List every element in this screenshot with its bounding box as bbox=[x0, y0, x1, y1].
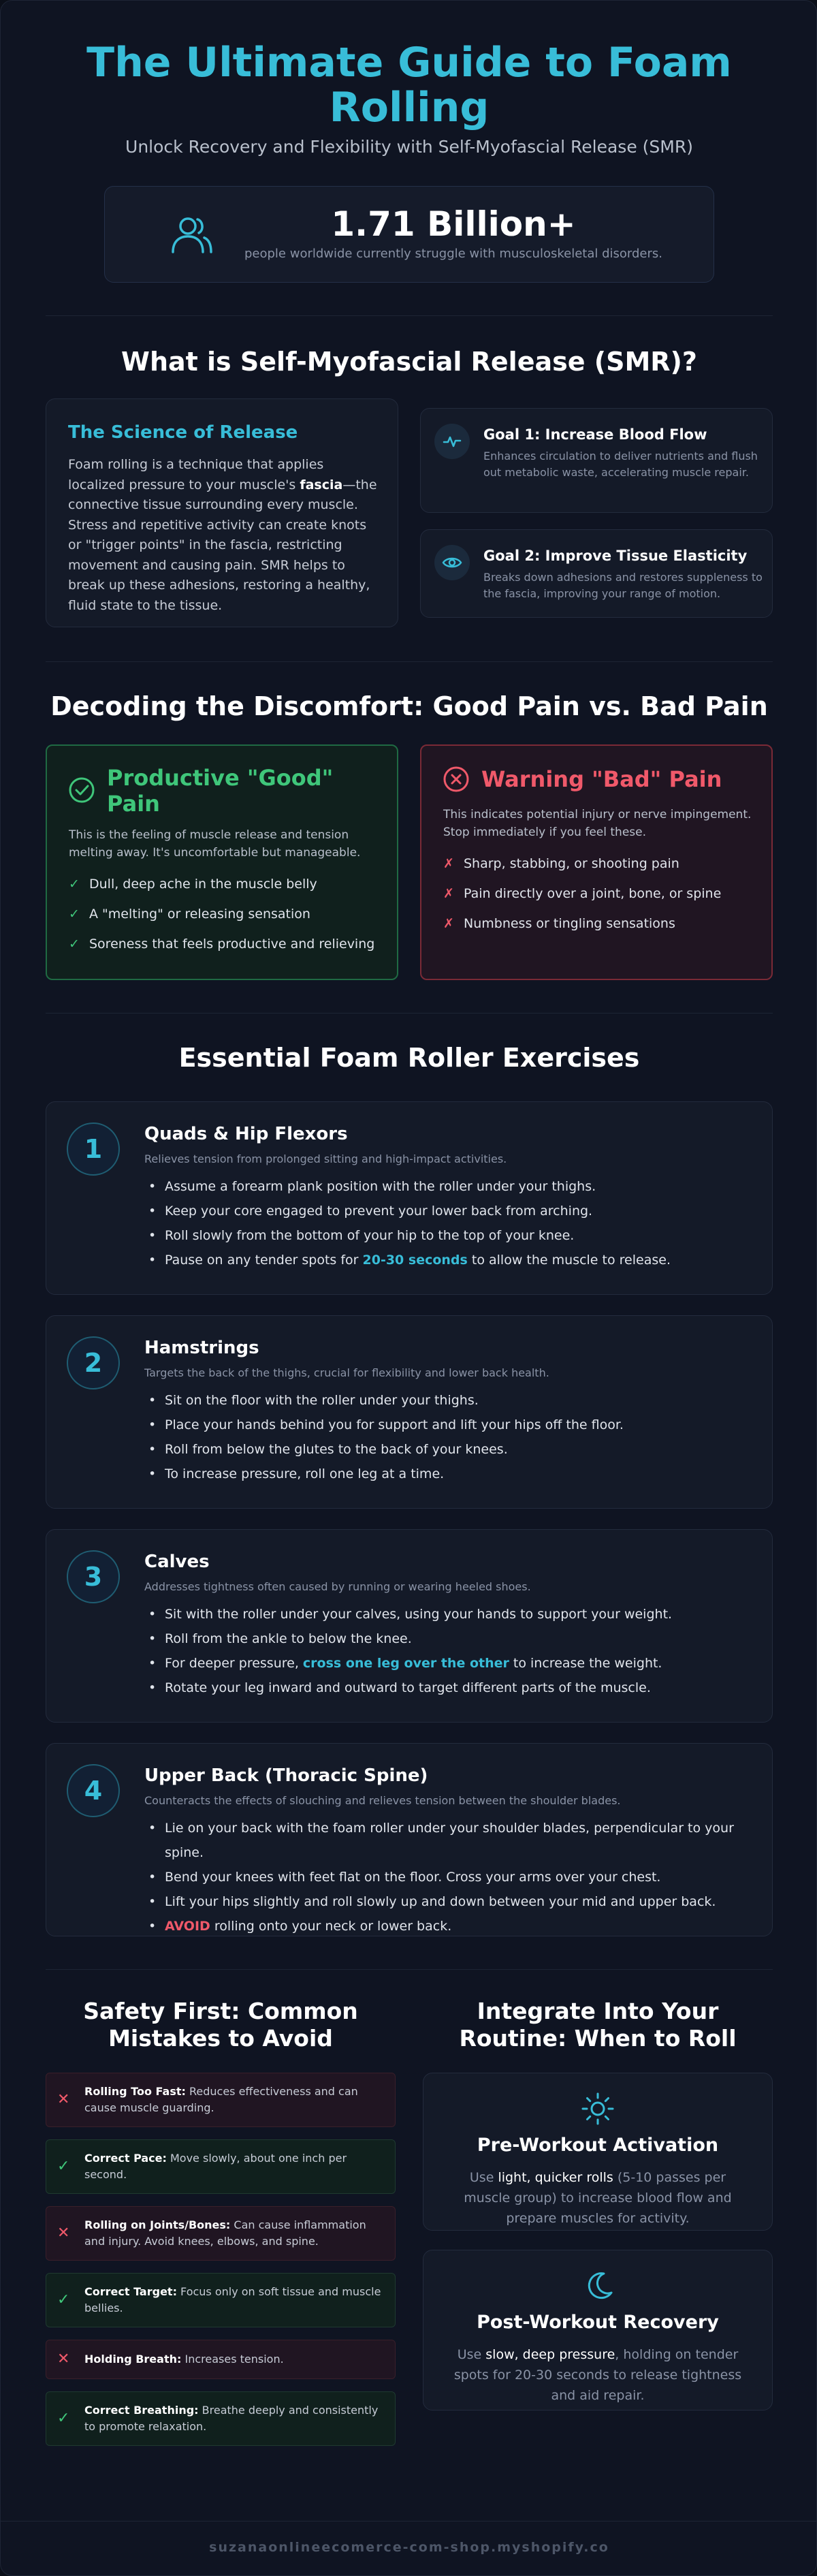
exercise-title: Hamstrings bbox=[144, 1338, 259, 1358]
footer-link[interactable]: suzanaonlineecomerce-com-shop.myshopify.co bbox=[209, 2540, 609, 2555]
exercise-step: • Place your hands behind you for support and lift your hips off the floor. bbox=[144, 1413, 757, 1437]
pulse-icon bbox=[434, 424, 470, 459]
sun-icon bbox=[423, 2091, 772, 2126]
exercise-step: • Lift your hips slightly and roll slowly up and down between your mid and upper back. bbox=[144, 1889, 757, 1914]
bad-pain-title: Warning "Bad" Pain bbox=[481, 766, 722, 792]
exercise-subtitle: Addresses tightness often caused by running or wearing heeled shoes. bbox=[144, 1580, 531, 1593]
correct-item: ✓ Correct Target: Focus only on soft tissue and muscle bellies. bbox=[46, 2273, 396, 2327]
check-icon: ✓ bbox=[57, 2410, 70, 2427]
bad-pain-card bbox=[420, 744, 773, 980]
goal-text: Enhances circulation to deliver nutrients and flush out metabolic waste, accelerating muscle repair. bbox=[483, 450, 758, 479]
good-pain-desc: This is the feeling of muscle release and tension melting away. It's uncomfortable but manageable. bbox=[69, 828, 361, 860]
users-icon bbox=[170, 215, 214, 255]
exercise-title: Calves bbox=[144, 1552, 210, 1572]
exercise-card-quads bbox=[46, 1101, 773, 1295]
good-pain-item: ✓ A "melting" or releasing sensation bbox=[69, 907, 310, 922]
footer-divider bbox=[1, 2521, 817, 2522]
page-subtitle: Unlock Recovery and Flexibility with Self-Myofascial Release (SMR) bbox=[125, 137, 693, 157]
mistake-item: ✕ Holding Breath: Increases tension. bbox=[46, 2340, 396, 2379]
exercise-number: 2 bbox=[67, 1336, 120, 1389]
exercise-step: • Lie on your back with the foam roller under your shoulder blades, perpendicular to your spine. bbox=[144, 1816, 757, 1865]
goal-title: Goal 1: Increase Blood Flow bbox=[483, 426, 707, 443]
goal-card-elasticity bbox=[420, 529, 773, 618]
post-workout-text: Use slow, deep pressure, holding on tender spots for 20-30 seconds to release tightness and aid repair. bbox=[453, 2347, 742, 2403]
exercise-step: • Sit with the roller under your calves, using your hands to support your weight. bbox=[144, 1602, 757, 1627]
x-circle-icon bbox=[442, 765, 470, 794]
exercise-number: 1 bbox=[67, 1122, 120, 1176]
exercise-step: • Roll slowly from the bottom of your hip to the top of your knee. bbox=[144, 1223, 757, 1248]
post-workout-title: Post-Workout Recovery bbox=[477, 2312, 719, 2333]
correct-item: ✓ Correct Breathing: Breathe deeply and consistently to promote relaxation. bbox=[46, 2391, 396, 2446]
check-icon: ✓ bbox=[69, 937, 80, 952]
exercise-card-hamstrings bbox=[46, 1315, 773, 1509]
section-divider bbox=[46, 661, 773, 662]
x-icon: ✕ bbox=[57, 2225, 70, 2242]
exercise-subtitle: Counteracts the effects of slouching and relieves tension between the shoulder blades. bbox=[144, 1794, 621, 1807]
x-icon: ✕ bbox=[57, 2351, 70, 2368]
stat-box bbox=[104, 186, 714, 283]
correct-item: ✓ Correct Pace: Move slowly, about one inch per second. bbox=[46, 2139, 396, 2194]
exercise-title: Upper Back (Thoracic Spine) bbox=[144, 1765, 428, 1786]
x-icon: ✗ bbox=[443, 916, 454, 931]
exercise-number: 4 bbox=[67, 1764, 120, 1817]
smr-section-title: What is Self-Myofascial Release (SMR)? bbox=[121, 347, 697, 377]
good-pain-card bbox=[46, 744, 398, 980]
x-icon: ✗ bbox=[443, 886, 454, 901]
exercise-card-upper-back bbox=[46, 1743, 773, 1936]
exercise-steps bbox=[144, 1174, 757, 1272]
exercises-section-title: Essential Foam Roller Exercises bbox=[178, 1043, 640, 1073]
exercise-step: • Bend your knees with feet flat on the floor. Cross your arms over your chest. bbox=[144, 1865, 757, 1889]
mistake-item: ✕ Rolling Too Fast: Reduces effectiveness and can cause muscle guarding. bbox=[46, 2073, 396, 2127]
science-card bbox=[46, 398, 398, 627]
check-icon: ✓ bbox=[69, 907, 80, 922]
exercise-step: • Sit on the floor with the roller under your thighs. bbox=[144, 1388, 757, 1413]
bad-pain-item: ✗ Pain directly over a joint, bone, or spine bbox=[443, 886, 722, 901]
exercise-step: • For deeper pressure, cross one leg over the other to increase the weight. bbox=[144, 1651, 757, 1676]
section-divider bbox=[46, 315, 773, 316]
eye-icon bbox=[434, 545, 470, 580]
post-workout-card bbox=[423, 2250, 773, 2410]
good-pain-item: ✓ Soreness that feels productive and relieving bbox=[69, 937, 375, 952]
exercise-title: Quads & Hip Flexors bbox=[144, 1124, 348, 1144]
moon-icon bbox=[423, 2268, 772, 2304]
exercise-step: • Pause on any tender spots for 20-30 seconds to allow the muscle to release. bbox=[144, 1248, 757, 1272]
pre-workout-title: Pre-Workout Activation bbox=[477, 2135, 719, 2156]
goal-card-blood-flow bbox=[420, 408, 773, 513]
x-icon: ✕ bbox=[57, 2091, 70, 2108]
exercise-step: • Assume a forearm plank position with the roller under your thighs. bbox=[144, 1174, 757, 1199]
goal-title: Goal 2: Improve Tissue Elasticity bbox=[483, 548, 748, 564]
exercise-number: 3 bbox=[67, 1550, 120, 1603]
goal-text: Breaks down adhesions and restores suppleness to the fascia, improving your range of motion. bbox=[483, 571, 763, 600]
good-pain-title: Productive "Good" Pain bbox=[107, 765, 334, 817]
exercise-steps bbox=[144, 1602, 757, 1700]
page-title: The Ultimate Guide to Foam Rolling bbox=[86, 39, 732, 131]
science-text: Foam rolling is a technique that applies localized pressure to your muscle's fascia—the connective tissue surrounding every muscle. Stress and repetitive activity can create knots or "trigger points" in the fascia, restricting movement and causing pain. SMR helps to break up these adhesions, restoring a healthy, fluid state to the tissue. bbox=[68, 457, 377, 613]
mistake-item: ✕ Rolling on Joints/Bones: Can cause inflammation and injury. Avoid knees, elbows, and spine. bbox=[46, 2206, 396, 2261]
exercise-step: • Rotate your leg inward and outward to target different parts of the muscle. bbox=[144, 1676, 757, 1700]
exercise-steps bbox=[144, 1388, 757, 1486]
exercise-subtitle: Relieves tension from prolonged sitting and high-impact activities. bbox=[144, 1152, 507, 1165]
bad-pain-item: ✗ Sharp, stabbing, or shooting pain bbox=[443, 856, 679, 871]
exercise-subtitle: Targets the back of the thighs, crucial for flexibility and lower back health. bbox=[144, 1366, 549, 1379]
exercise-step: • AVOID rolling onto your neck or lower back. bbox=[144, 1914, 757, 1938]
exercise-card-calves bbox=[46, 1529, 773, 1723]
exercise-step: • Roll from the ankle to below the knee. bbox=[144, 1627, 757, 1651]
exercise-steps bbox=[144, 1816, 757, 1938]
science-title: The Science of Release bbox=[68, 422, 298, 443]
check-icon: ✓ bbox=[69, 877, 80, 892]
pre-workout-text: Use light, quicker rolls (5-10 passes per muscle group) to increase blood flow and prepare muscles for activity. bbox=[464, 2170, 732, 2226]
routine-title: Integrate Into Your Routine: When to Roll bbox=[459, 1998, 737, 2052]
section-divider bbox=[46, 1969, 773, 1970]
pain-section-title: Decoding the Discomfort: Good Pain vs. Bad Pain bbox=[50, 691, 768, 721]
check-circle-icon bbox=[67, 776, 96, 804]
bad-pain-item: ✗ Numbness or tingling sensations bbox=[443, 916, 675, 931]
exercise-step: • Keep your core engaged to prevent your lower back from arching. bbox=[144, 1199, 757, 1223]
check-icon: ✓ bbox=[57, 2291, 70, 2308]
x-icon: ✗ bbox=[443, 856, 454, 871]
good-pain-item: ✓ Dull, deep ache in the muscle belly bbox=[69, 877, 317, 892]
stat-caption: people worldwide currently struggle with musculoskeletal disorders. bbox=[244, 247, 662, 261]
safety-title: Safety First: Common Mistakes to Avoid bbox=[83, 1998, 358, 2052]
section-divider bbox=[46, 1013, 773, 1014]
exercise-step: • To increase pressure, roll one leg at a time. bbox=[144, 1462, 757, 1486]
bad-pain-desc: This indicates potential injury or nerve impingement. Stop immediately if you feel these. bbox=[443, 808, 752, 839]
stat-number: 1.71 Billion+ bbox=[331, 204, 576, 244]
check-icon: ✓ bbox=[57, 2158, 70, 2175]
exercise-step: • Roll from below the glutes to the back of your knees. bbox=[144, 1437, 757, 1462]
pre-workout-card bbox=[423, 2073, 773, 2231]
